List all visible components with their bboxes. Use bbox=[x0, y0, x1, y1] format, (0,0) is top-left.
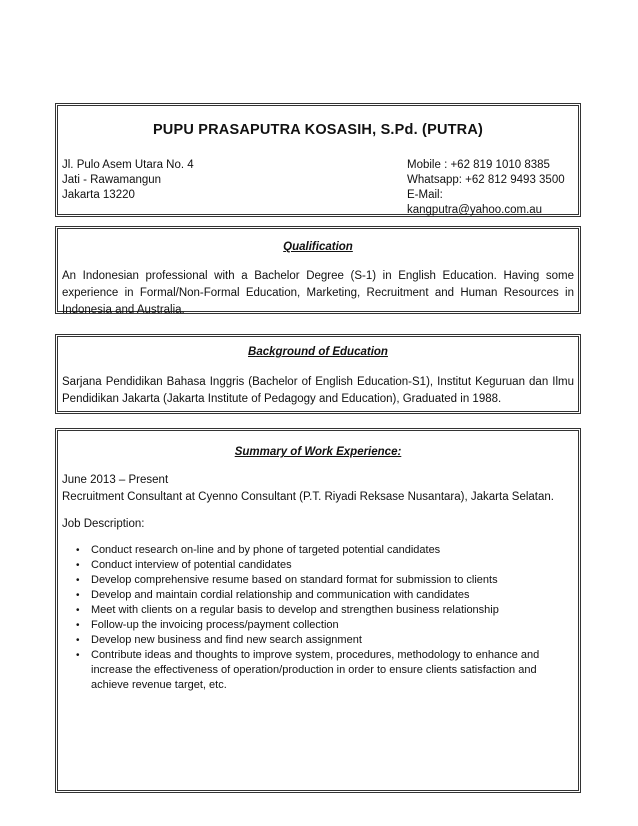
duty-text: Conduct interview of potential candidates bbox=[91, 559, 292, 571]
bullet-icon: • bbox=[76, 635, 80, 646]
work-experience-section bbox=[55, 428, 581, 793]
duty-list bbox=[62, 543, 558, 693]
duty-text: Follow-up the invoicing process/payment collection bbox=[91, 619, 339, 631]
bullet-icon: • bbox=[76, 650, 80, 661]
contact-block bbox=[407, 158, 578, 218]
duty-text: Conduct research on-line and by phone of targeted potential candidates bbox=[91, 544, 441, 556]
whatsapp-number: Whatsapp: +62 812 9493 3500 bbox=[407, 174, 565, 186]
bullet-icon: • bbox=[76, 545, 80, 556]
job-role: Recruitment Consultant at Cyenno Consultant (P.T. Riyadi Reksase Nusantara), Jakarta Selatan. bbox=[62, 491, 554, 503]
job-description-label: Job Description: bbox=[62, 518, 145, 530]
list-item bbox=[62, 543, 558, 558]
email-address: E-Mail: kangputra@yahoo.com.au bbox=[407, 189, 543, 216]
list-item bbox=[62, 603, 558, 618]
duty-text: Develop comprehensive resume based on standard format for submission to clients bbox=[91, 574, 498, 586]
list-item bbox=[62, 558, 558, 573]
duty-text: Contribute ideas and thoughts to improve system, procedures, methodology to enhance and increase the effectiveness of operation/production in order to ensure clients satisfaction and achieve revenue target, etc. bbox=[91, 649, 540, 691]
mobile-number: Mobile : +62 819 1010 8385 bbox=[407, 159, 550, 171]
bullet-icon: • bbox=[76, 560, 80, 571]
duty-text: Develop and maintain cordial relationship and communication with candidates bbox=[91, 589, 470, 601]
qualification-text: An Indonesian professional with a Bachelor Degree (S-1) in English Education. Having some experience in Formal/Non-Formal Education, Marketing, Recruitment and Human Resources in Indonesia and Australia. bbox=[62, 270, 574, 316]
address-line: Jati - Rawamangun bbox=[62, 174, 162, 186]
header-section bbox=[55, 103, 581, 217]
employment-period: June 2013 – Present bbox=[62, 474, 169, 486]
bullet-icon: • bbox=[76, 590, 80, 601]
education-section bbox=[55, 334, 581, 414]
list-item bbox=[62, 633, 558, 648]
list-item bbox=[62, 588, 558, 603]
work-experience-title: Summary of Work Experience: bbox=[234, 446, 402, 458]
candidate-name: PUPU PRASAPUTRA KOSASIH, S.Pd. (PUTRA) bbox=[152, 122, 484, 138]
duty-text: Meet with clients on a regular basis to develop and strengthen business relationship bbox=[91, 604, 499, 616]
bullet-icon: • bbox=[76, 575, 80, 586]
address-line: Jakarta 13220 bbox=[62, 189, 135, 201]
list-item bbox=[62, 648, 558, 693]
bullet-icon: • bbox=[76, 620, 80, 631]
qualification-section bbox=[55, 226, 581, 314]
address-block bbox=[62, 158, 194, 203]
bullet-icon: • bbox=[76, 605, 80, 616]
address-line: Jl. Pulo Asem Utara No. 4 bbox=[62, 159, 194, 171]
list-item bbox=[62, 573, 558, 588]
qualification-title: Qualification bbox=[283, 241, 353, 253]
education-title: Background of Education bbox=[248, 346, 388, 358]
duty-text: Develop new business and find new search assignment bbox=[91, 634, 362, 646]
list-item bbox=[62, 618, 558, 633]
education-text: Sarjana Pendidikan Bahasa Inggris (Bachelor of English Education-S1), Institut Keguruan dan Ilmu Pendidikan Jakarta (Jakarta Institute of Pedagogy and Education), Graduated in 1988. bbox=[62, 376, 574, 405]
